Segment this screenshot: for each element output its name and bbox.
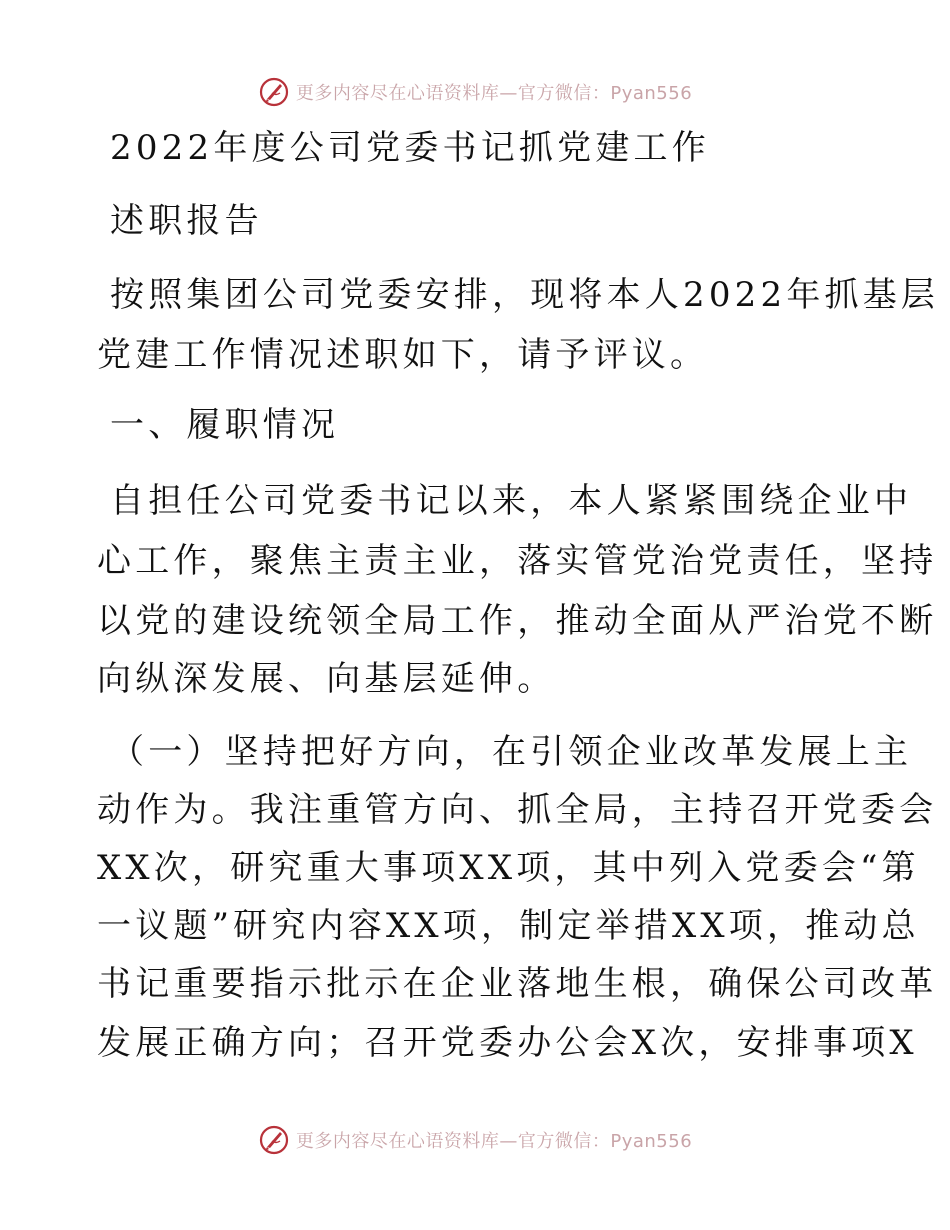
intro-line: 按照集团公司党委安排，现将本人2022年抓基层 bbox=[110, 275, 940, 315]
paragraph-line: 以党的建设统领全局工作，推动全面从严治党不断 bbox=[97, 601, 938, 641]
paragraph-line: 心工作，聚焦主责主业，落实管党治党责任，坚持 bbox=[97, 541, 938, 581]
watermark-header bbox=[0, 72, 950, 112]
paragraph-line: 一议题”研究内容XX项，制定举措XX项，推动总 bbox=[97, 906, 920, 946]
watermark-footer bbox=[0, 1120, 950, 1160]
watermark-text: 更多内容尽在心语资料库—官方微信：Pyan556 bbox=[295, 83, 693, 104]
quill-logo-icon bbox=[258, 1124, 290, 1156]
section-heading: 一、履职情况 bbox=[110, 405, 340, 445]
paragraph-line: 动作为。我注重管方向、抓全局，主持召开党委会 bbox=[97, 790, 938, 830]
paragraph-line: 书记重要指示批示在企业落地生根，确保公司改革 bbox=[97, 964, 938, 1004]
paragraph-line: 向纵深发展、向基层延伸。 bbox=[97, 659, 556, 699]
paragraph-line: XX次，研究重大事项XX项，其中列入党委会“第 bbox=[97, 848, 920, 888]
intro-line: 党建工作情况述职如下，请予评议。 bbox=[97, 335, 709, 375]
document-title-line1: 2022年度公司党委书记抓党建工作 bbox=[110, 128, 710, 168]
document-title-line2: 述职报告 bbox=[110, 201, 263, 241]
watermark-text: 更多内容尽在心语资料库—官方微信：Pyan556 bbox=[295, 1131, 693, 1152]
paragraph-line: （一）坚持把好方向，在引领企业改革发展上主 bbox=[110, 732, 913, 772]
paragraph-line: 发展正确方向；召开党委办公会X次，安排事项X bbox=[97, 1023, 918, 1063]
quill-logo-icon bbox=[258, 76, 290, 108]
paragraph-line: 自担任公司党委书记以来，本人紧紧围绕企业中 bbox=[110, 481, 913, 521]
